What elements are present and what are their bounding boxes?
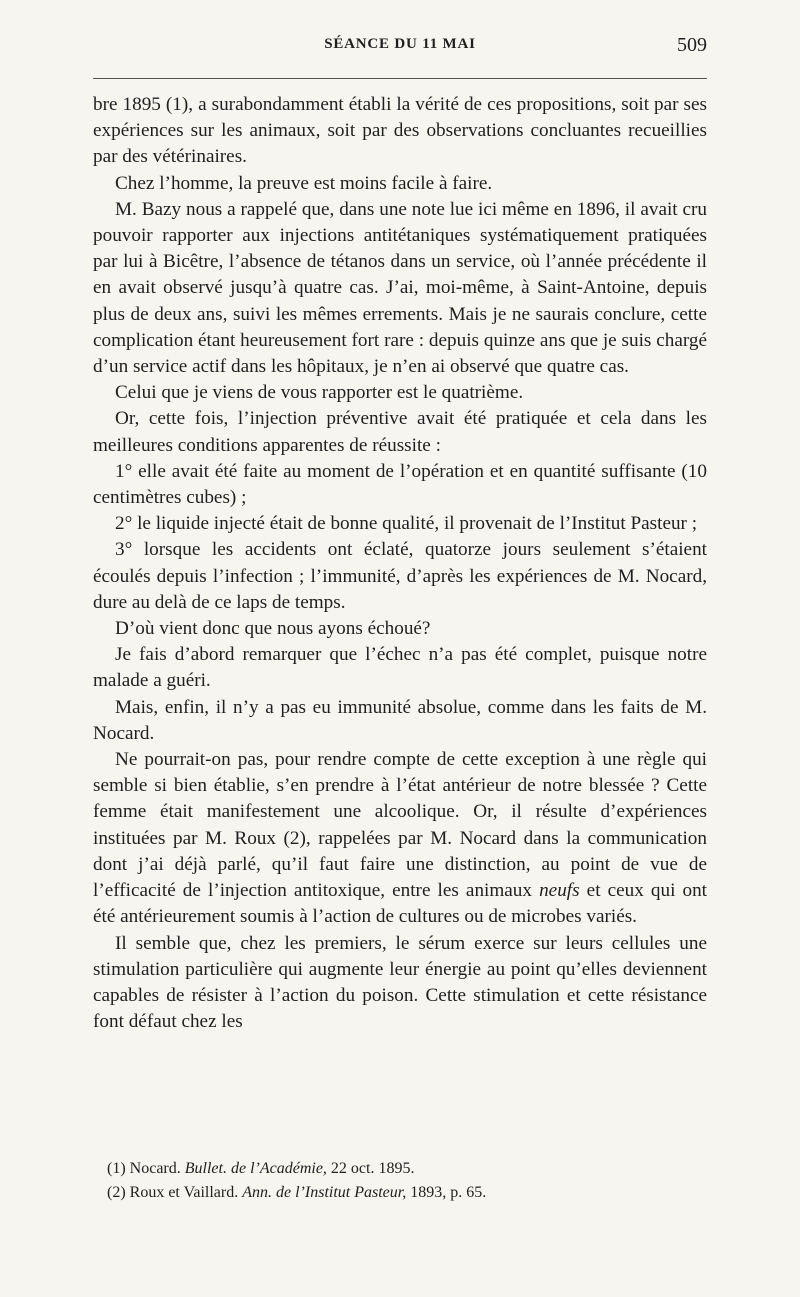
- paragraph: M. Bazy nous a rappelé que, dans une note lue ici même en 1896, il avait cru pouvoir rapporter aux injections antitétaniques systématiquement pratiquées par lui à Bicêtre, l’absence de tétanos dans un service, où l’année précédente il en avait observé jusqu’à quatre cas. J’ai, moi-même, à Saint-Antoine, depuis plus de deux ans, suivi les mêmes errements. Mais je ne saurais conclure, cette complication étant heureusement fort rare : depuis quinze ans que je suis chargé d’un service actif dans les hôpitaux, je n’en ai observé que quatre cas.: [93, 198, 707, 378]
- footnote-detail: 1893, p. 65.: [410, 1184, 487, 1201]
- page-number: 509: [677, 34, 707, 56]
- footnote-author: Roux et Vaillard.: [129, 1184, 239, 1201]
- footnote-source: Ann. de l’Institut Pasteur,: [242, 1184, 407, 1201]
- page-header: [93, 36, 707, 62]
- paragraph: 1° elle avait été faite au moment de l’opération et en quantité suffisante (10 centimètres cubes) ;: [93, 460, 707, 509]
- paragraph: Chez l’homme, la preuve est moins facile à faire.: [115, 172, 493, 194]
- paragraph: 3° lorsque les accidents ont éclaté, quatorze jours seulement s’étaient écoulés depuis l’infection ; l’immunité, d’après les expériences de M. Nocard, dure au delà de ce laps de temps.: [93, 539, 707, 613]
- running-head: SÉANCE DU 11 MAI: [324, 36, 476, 52]
- paragraph: [93, 747, 707, 930]
- footnote-mark: (2): [107, 1184, 126, 1201]
- footnote-detail: 22 oct. 1895.: [330, 1160, 415, 1177]
- footnote: [93, 1157, 707, 1181]
- italic-word: neufs: [539, 880, 580, 902]
- footnote: [93, 1181, 707, 1205]
- footnote-mark: (1): [107, 1160, 126, 1177]
- footnote-source: Bullet. de l’Académie,: [184, 1160, 327, 1177]
- footnote-author: Nocard.: [129, 1160, 181, 1177]
- paragraph-text: Ne pourrait-on pas, pour rendre compte de cette exception à une règle qui semble si bien établie, s’en prendre à l’état antérieur de notre blessée ? Cette femme était manifestement une alcoolique. Or, il résulte d’expériences instituées par M. Roux (2), rappelées par M. Nocard dans la communication dont j’ai déjà parlé, qu’il faut faire une distinction, au point de vue de l’efficacité de l’injection antitoxique, entre les animaux: [93, 749, 707, 902]
- body-text: [93, 92, 707, 1035]
- paragraph: Il semble que, chez les premiers, le sérum exerce sur leurs cellules une stimulation particulière qui augmente leur énergie au point qu’elles deviennent capables de résister à l’action du poison. Cette stimulation et cette résistance font défaut chez les: [93, 932, 707, 1033]
- paragraph: Or, cette fois, l’injection préventive avait été pratiquée et cela dans les meilleures conditions apparentes de réussite :: [93, 408, 707, 456]
- paragraph: Mais, enfin, il n’y a pas eu immunité absolue, comme dans les faits de M. Nocard.: [93, 696, 707, 744]
- paragraph: bre 1895 (1), a surabondamment établi la vérité de ces propositions, soit par ses expériences sur les animaux, soit par des observations concluantes recueillies par des vétérinaires.: [93, 94, 707, 168]
- paragraph: D’où vient donc que nous ayons échoué?: [115, 618, 431, 640]
- paragraph-text: et ceux qui ont été antérieurement soumis à l’action de cultures ou de microbes variés.: [93, 880, 707, 928]
- paragraph: Je fais d’abord remarquer que l’échec n’a pas été complet, puisque notre malade a guéri.: [93, 644, 707, 692]
- header-rule: [93, 78, 707, 79]
- paragraph: Celui que je viens de vous rapporter est le quatrième.: [115, 382, 524, 404]
- footnotes: [93, 1157, 707, 1205]
- paragraph: 2° le liquide injecté était de bonne qualité, il provenait de l’Institut Pasteur ;: [115, 513, 698, 535]
